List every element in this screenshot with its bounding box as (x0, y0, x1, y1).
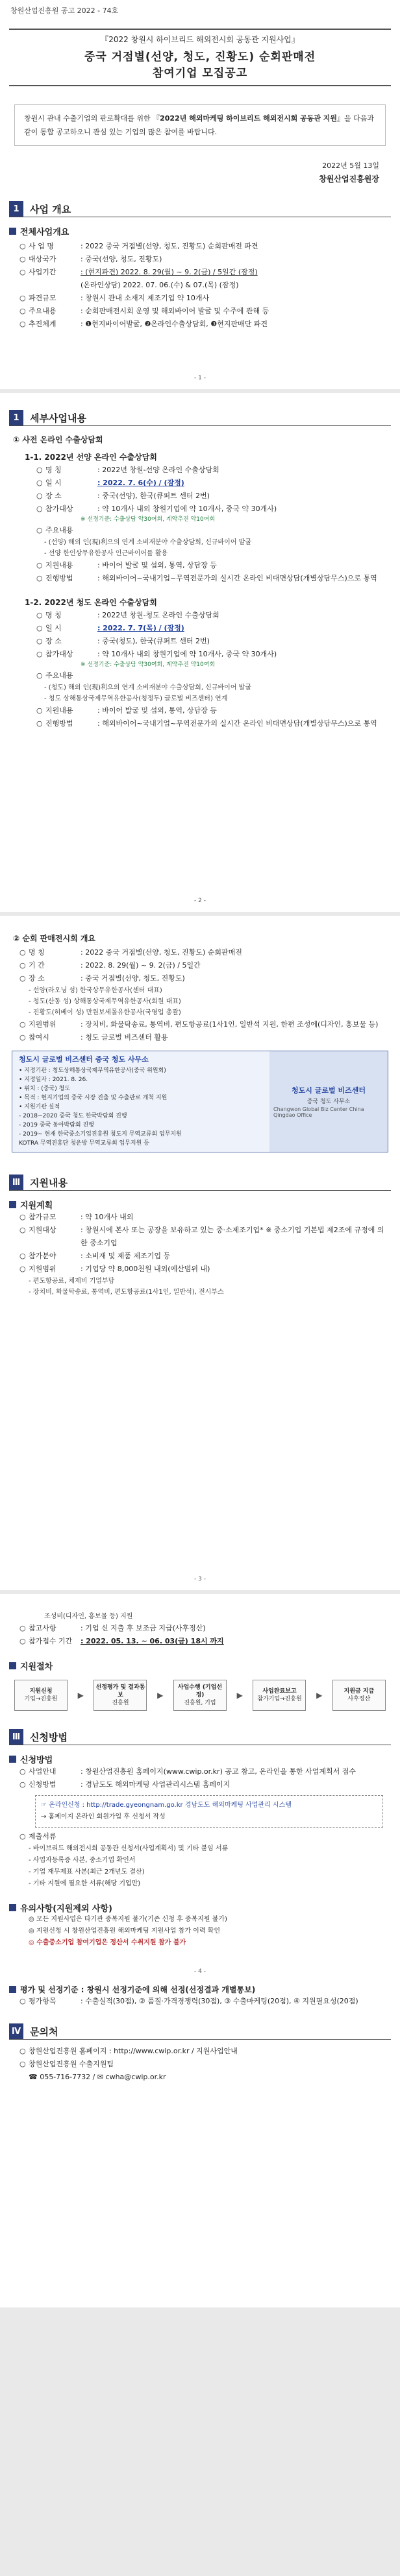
circle-bullet-icon: ○ (19, 1033, 26, 1042)
list-item: ○ 지원내용 : 바이어 발굴 및 섭외, 통역, 상담장 등 (9, 704, 391, 717)
contact-phone-email[interactable]: ☎ 055-716-7732 / ✉ cwha@cwip.or.kr (29, 2073, 166, 2081)
evaluation-header (9, 1984, 391, 1995)
circle-bullet-icon: ○ (19, 1265, 26, 1273)
flow-step: 지원신청 기업→진흥원 (14, 1680, 68, 1711)
circle-bullet-icon: ○ (36, 561, 43, 569)
list-item: ○ 지원내용 : 바이어 발굴 및 섭외, 통역, 상담장 등 (9, 559, 391, 572)
section-number: 1 (9, 410, 23, 425)
evaluation-title: 평가 및 선정기준 : 창원시 선정기준에 의해 선정(선정결과 개별통보) (20, 1985, 256, 1994)
section-title: 문의처 (30, 2025, 58, 2038)
section-title: 사업 개요 (30, 203, 71, 215)
list-item: ○ 참가대상 : 약 10개사 내외 창원기업에 약 10개사, 중국 약 30개사) (9, 648, 391, 661)
panel-line: • 목적 : 현지기업의 중국 시장 진출 및 수출판로 개척 지원 (19, 1095, 168, 1101)
list-item: ○ 명 칭 : 2022년 창원-청도 온라인 수출상담회 (9, 609, 391, 622)
circle-bullet-icon: ○ (36, 719, 43, 728)
circle-bullet-icon: ○ (36, 505, 43, 513)
detail-line: - (청도) 해외 인(現)利으의 연계 소비재분야 수출상담회, 신규바이어 발굴 (44, 684, 251, 691)
circle-bullet-icon: ○ (19, 961, 26, 970)
online-consultation-title: ① 사전 온라인 수출상담회 (13, 435, 103, 444)
doc-item: - 사업자등록증 사본, 중소기업 확인서 (29, 1857, 136, 1864)
subsection-title: 유의사항(지원제외 사항) (20, 1904, 112, 1914)
list-item: ○ 명 칭 : 2022 중국 거점별(선양, 청도, 진황도) 순회판매전 (9, 946, 391, 959)
process-flow (14, 1680, 386, 1711)
detail-line: 조성비(디자인, 홍보물 등) 지원 (44, 1613, 133, 1620)
flow-step: 사업수행 (기업선정) 진흥원, 기업 (173, 1680, 227, 1711)
page-title: 중국 거점별(선양, 청도, 진황도) 순회판매전 (84, 51, 316, 64)
section-number: Ⅲ (9, 1729, 23, 1745)
intro-text-2: 』을 다음과 같이 통합 공고하오니 관심 있는 기업의 많은 참여를 바랍니다. (24, 114, 375, 136)
circle-bullet-icon: ○ (19, 307, 26, 315)
circle-bullet-icon: ○ (19, 268, 26, 276)
square-bullet-icon (9, 1986, 16, 1993)
section-header-apply (9, 1729, 391, 1745)
list-item: ○ 지원대상 : 창원시에 본사 또는 공장을 보유하고 있는 중·소제조기업* ※ 중소기업 기본법 제2조에 규정에 의한 중소기업 (9, 1224, 391, 1250)
list-item: ○ 명 칭 : 2022년 창원-선양 온라인 수출상담회 (9, 464, 391, 477)
circle-bullet-icon: ○ (19, 1767, 26, 1776)
circle-bullet-icon: ○ (19, 1020, 26, 1029)
circle-bullet-icon: ○ (19, 1997, 26, 2005)
document-number: 창원산업진흥원 공고 2022 - 74호 (10, 6, 119, 15)
circle-bullet-icon: ○ (36, 466, 43, 474)
section-header-overview (9, 201, 391, 217)
list-item: ○ 사업안내 : 창원산업진흥원 홈페이지(www.cwip.or.kr) 공고 참고, 온라인을 통한 사업계획서 접수 (9, 1765, 391, 1778)
list-item: ○ 주요내용 (9, 524, 391, 537)
list-item: ○ 장 소 : 중국 거점별(선양, 청도, 진황도) (9, 972, 391, 985)
caution-item: ◎ 모든 지원사업은 타기관 중복지원 불가(기존 신청 후 중복지원 불가) (29, 1916, 227, 1923)
submit-docs (9, 1843, 391, 1890)
section-title: 신청방법 (30, 1731, 68, 1743)
list-item (9, 2058, 391, 2071)
page-number: - 2 - (194, 898, 206, 904)
list-item: ○ 사업기간 : (현지파견) 2022. 8. 29(월) ~ 9. 2(금) / 5일간 (잠정) (9, 266, 391, 279)
list-item: ○ 지원범위 : 기업당 약 8,000천원 내외(예산범위 내) (9, 1263, 391, 1276)
shenyang-title: 1-1. 2022년 선양 온라인 수출상담회 (25, 453, 157, 462)
page-number: - 3 - (194, 1576, 206, 1582)
subsection-header (9, 1199, 391, 1211)
circle-bullet-icon: ○ (36, 671, 43, 680)
arrow-right-icon: ▶ (157, 1691, 164, 1700)
detail-line: - 장치비, 화물탁송료, 통역비, 편도항공료(1사1인, 일반석), 전시부스 (29, 1289, 224, 1296)
doc-item: - 기타 지원에 필요한 서류(해당 기업만) (29, 1880, 141, 1887)
contact-team: 창원산업진흥원 수출지원팀 (29, 2060, 114, 2068)
intro-text-1: 창원시 관내 수출기업의 판로확대를 위한 『 (24, 114, 160, 123)
page-1 (0, 0, 400, 389)
list-item: ○ 참고사항 : 기업 신 지출 후 보조금 지급(사후정산) (9, 1622, 391, 1635)
arrow-right-icon: ▶ (77, 1691, 84, 1700)
square-bullet-icon (9, 1756, 16, 1763)
circle-bullet-icon: ○ (19, 255, 26, 263)
list-item: ○ 장 소 : 중국(청도), 한국(큐퍼트 센터 2번) (9, 635, 391, 648)
circle-bullet-icon: ○ (36, 492, 43, 500)
circle-bullet-icon: ○ (36, 479, 43, 487)
list-item: ○ 장 소 : 중국(선양), 한국(큐퍼트 센터 2번) (9, 490, 391, 503)
panel-line: • 지원기관 실적 (19, 1104, 60, 1110)
list-item: ○ 평가항목 : 수출실적(30점), ② 품질·가격경쟁력(30점), ③ 수출마케팅(20점), ④ 지원필요성(20점) (9, 1995, 391, 2008)
list-item: ○ 진행방법 : 해외바이어~국내기업~무역전문가의 실시간 온라인 비대면상담(개별상담무스)으로 통역 (9, 572, 391, 585)
circle-bullet-icon: ○ (19, 1624, 26, 1632)
detail-line: - 선양 한인상무유한공사 인근바이어를 활용 (44, 550, 168, 557)
section-title: 지원내용 (30, 1176, 68, 1189)
online-instruction: → 홈페이지 온라인 회원가입 후 신청서 작성 (41, 1813, 166, 1820)
circle-bullet-icon: ○ (19, 1226, 26, 1234)
list-item: ○ 파견규모 : 창원시 관내 소재지 제조기업 약 10개사 (9, 292, 391, 305)
circle-bullet-icon: ○ (19, 1252, 26, 1260)
section-number: Ⅳ (9, 2023, 23, 2039)
circle-bullet-icon: ○ (36, 624, 43, 632)
circle-bullet-icon: ○ (19, 1637, 26, 1645)
page-number: - 1 - (194, 375, 206, 381)
intro-bold: 2022년 해외마케팅 하이브리드 해외전시회 공동관 지원 (160, 114, 338, 123)
page-2 (0, 393, 400, 912)
arrow-right-icon: ▶ (236, 1691, 243, 1700)
list-item: ○ 지원범위 : 장치비, 화물탁송료, 통역비, 편도항공료(1사1인, 일반석 지원, 한편 조성에(디자인, 홍보물 등) (9, 1018, 391, 1031)
detail-line: - 청도(산동 성) 상해통상국제무역유한공사(회원 대표) (29, 998, 181, 1005)
list-item: ○ 참가분야 : 소비재 및 제품 제조기업 등 (9, 1250, 391, 1263)
doc-item: - 기업 재무제표 사본(최근 2개년도 결산) (29, 1868, 145, 1876)
intro-box (14, 104, 386, 146)
list-item: ○ 추진체계 : ❶현지바이어발굴, ❷온라인수출상담회, ❸현지판매단 파견 (9, 318, 391, 331)
section-header-details (9, 410, 391, 426)
flow-step: 지원금 지급 사후정산 (332, 1680, 386, 1711)
issuer-name: 창원산업진흥원장 (319, 174, 379, 184)
section-title: 세부사업내용 (30, 412, 86, 424)
circle-bullet-icon: ○ (36, 526, 43, 534)
announcement-date: 2022년 5월 13일 (322, 161, 379, 170)
biz-center-info (12, 1051, 269, 1152)
circle-bullet-icon: ○ (19, 974, 26, 983)
flow-step: 사업완료보고 참가기업→진흥원 (253, 1680, 306, 1711)
detail-line: - 편도항공료, 체제비 기업부담 (29, 1278, 115, 1285)
subsection-header (9, 1902, 391, 1914)
panel-title: 청도시 글로벌 비즈센터 중국 청도 사무소 (19, 1055, 149, 1064)
subsection-title: 신청방법 (20, 1756, 53, 1765)
subsection-header (9, 1660, 391, 1672)
list-item: ○ 참가접수 기간 : 2022. 05. 13. ~ 06. 03(금) 18시 까지 (9, 1635, 391, 1648)
list-item: ○ 참여시 : 청도 글로벌 비즈센터 활용 (9, 1031, 391, 1044)
circle-bullet-icon: ○ (19, 1832, 26, 1841)
selection-note: ※ 선정기준: 수출상담 약30여회, 계약추진 약10여회 (81, 662, 216, 668)
panel-line: • 지정일자 : 2021. 8. 26. (19, 1077, 88, 1083)
flow-step: 선정평가 및 결과통보 진흥원 (94, 1680, 147, 1711)
panel-line: - 2018~2020 중국 청도 한국박람회 진행 (19, 1113, 127, 1119)
list-item: ○ 일 시 : 2022. 7. 7(목) / (잠정) (9, 622, 391, 635)
section-number: 1 (9, 201, 23, 217)
title-kicker: 『2022 창원시 하이브리드 해외전시회 공동관 지원사업』 (101, 35, 299, 44)
doc-item: - 바이브리드 해외전시회 공동관 신청서(사업계획서) 및 기타 붙임 서류 (29, 1845, 229, 1852)
circle-bullet-icon: ○ (19, 2060, 26, 2068)
brand-name: 청도시 글로벌 비즈센터 (292, 1086, 366, 1095)
detail-line: - 청도 상해통상국제무역유한공사(청정두) 글로벌 비즈센터) 연계 (44, 695, 228, 702)
list-item: ○ 신청방법 : 경남도도 해외마케팅 사업관리시스템 홈페이지 (9, 1778, 391, 1791)
circle-bullet-icon: ○ (36, 650, 43, 658)
page-number: - 4 - (194, 1968, 206, 1975)
circle-bullet-icon: ○ (36, 637, 43, 645)
caution-item: ◎ 수출중소기업 참여기업은 정산서 수취지원 참가 불가 (29, 1939, 186, 1946)
list-item (9, 2071, 391, 2084)
online-link[interactable]: ☞ 온라인신청 : http://trade.gyeongnam.go.kr 경남도도 해외마케팅 사업관리 시스템 (41, 1802, 292, 1809)
list-item: ○ 주요내용 (9, 669, 391, 682)
page-3 (0, 916, 400, 1590)
circle-bullet-icon: ○ (36, 574, 43, 582)
list-item: ○ 제출서류 (9, 1830, 391, 1843)
cautions-list (9, 1914, 391, 1949)
detail-line: - 진황도(허베이 성) 만원보세몰유한공사(국영업 총괄) (29, 1009, 181, 1016)
panel-line: - 2019~ 현재 한국중소기업진흥원 청도지 무역교류회 업무지원 (19, 1131, 182, 1138)
list-item: ○ 진행방법 : 해외바이어~국내기업~무역전문가의 실시간 온라인 비대면상담(개별상담무스)으로 통역 (9, 717, 391, 730)
circle-bullet-icon: ○ (19, 1780, 26, 1789)
title-box (9, 29, 391, 86)
panel-line: • 위치 : (중국) 청도 (19, 1086, 70, 1092)
exhibition-title: ② 순회 판매전시회 개요 (13, 934, 96, 943)
panel-line: KOTRA 무역진흥단 청운방 무역교류회 업무지원 등 (19, 1140, 149, 1147)
subsection-title: 지원절차 (20, 1662, 53, 1672)
subsection-header (9, 225, 391, 237)
overview-list (9, 240, 391, 331)
page-4 (0, 1594, 400, 2308)
detail-line: - 선양(라오닝 성) 한국상무유한공사(센터 대표) (29, 987, 162, 994)
circle-bullet-icon: ○ (19, 294, 26, 302)
contact-homepage[interactable]: 창원산업진흥원 홈페이지 : http://www.cwip.or.kr / 지원사업안내 (29, 2047, 238, 2055)
selection-note: ※ 선정기준: 수출상담 약30여회, 계약추진 약10여회 (81, 516, 216, 523)
section-header-contact (9, 2023, 391, 2040)
square-bullet-icon (9, 1662, 16, 1669)
list-item: ○ 일 시 : 2022. 7. 6(수) / (잠정) (9, 477, 391, 490)
circle-bullet-icon: ○ (19, 320, 26, 328)
list-item: (온라인상담) 2022. 07. 06.(수) & 07.(목) (잠정) (81, 281, 239, 289)
section-header-support (9, 1175, 391, 1191)
qingdao-title: 1-2. 2022년 청도 온라인 수출상담회 (25, 598, 157, 607)
panel-line: • 지정기관 : 청도상해통상국제무역유한공사(중국 위원회) (19, 1067, 166, 1074)
online-application-box (35, 1795, 383, 1828)
list-item: ○ 사 업 명 : 2022 중국 거점별(선양, 청도, 진황도) 순회판매전 파견 (9, 240, 391, 253)
circle-bullet-icon: ○ (36, 706, 43, 715)
square-bullet-icon (9, 1201, 16, 1208)
section-number: Ⅲ (9, 1175, 23, 1190)
list-item (9, 2045, 391, 2058)
panel-line: - 2019 중국 동아박람회 진행 (19, 1122, 94, 1128)
list-item: ○ 대상국가 : 중국(선양, 청도, 진황도) (9, 253, 391, 266)
circle-bullet-icon: ○ (19, 948, 26, 957)
arrow-right-icon: ▶ (316, 1691, 323, 1700)
brand-office: 중국 청도 사무소 (306, 1099, 351, 1105)
circle-bullet-icon: ○ (19, 2047, 26, 2055)
caution-item: ◎ 지원신청 시 창원산업진흥원 해외마케팅 지원사업 참가 이력 확인 (29, 1927, 220, 1935)
biz-center-logo (269, 1051, 388, 1152)
subsection-header (9, 1753, 391, 1765)
circle-bullet-icon: ○ (19, 242, 26, 250)
brand-english: Changwon Global Biz Center China Qingdao Office (273, 1106, 364, 1118)
circle-bullet-icon: ○ (19, 1213, 26, 1221)
square-bullet-icon (9, 228, 16, 235)
list-item: ○ 주요내용 : 순회판매전시회 운영 및 해외바이어 발굴 및 수주에 관해 등 (9, 305, 391, 318)
biz-center-panel (12, 1051, 388, 1152)
detail-line: - (선양) 해외 인(現)利으의 연계 소비재분야 수출상담회, 신규바이어 발굴 (44, 539, 251, 546)
list-item: ○ 참가규모 : 약 10개사 내외 (9, 1211, 391, 1224)
subsection-title: 전체사업개요 (20, 228, 69, 237)
subsection-title: 지원계획 (20, 1201, 53, 1211)
list-item: ○ 참가대상 : 약 10개사 내외 창원기업에 약 10개사, 중국 약 30개사) (9, 503, 391, 516)
circle-bullet-icon: ○ (36, 611, 43, 619)
page-subtitle: 참여기업 모집공고 (152, 67, 248, 80)
square-bullet-icon (9, 1904, 16, 1911)
list-item: ○ 기 간 : 2022. 8. 29(월) ~ 9. 2(금) / 5일간 (9, 959, 391, 972)
